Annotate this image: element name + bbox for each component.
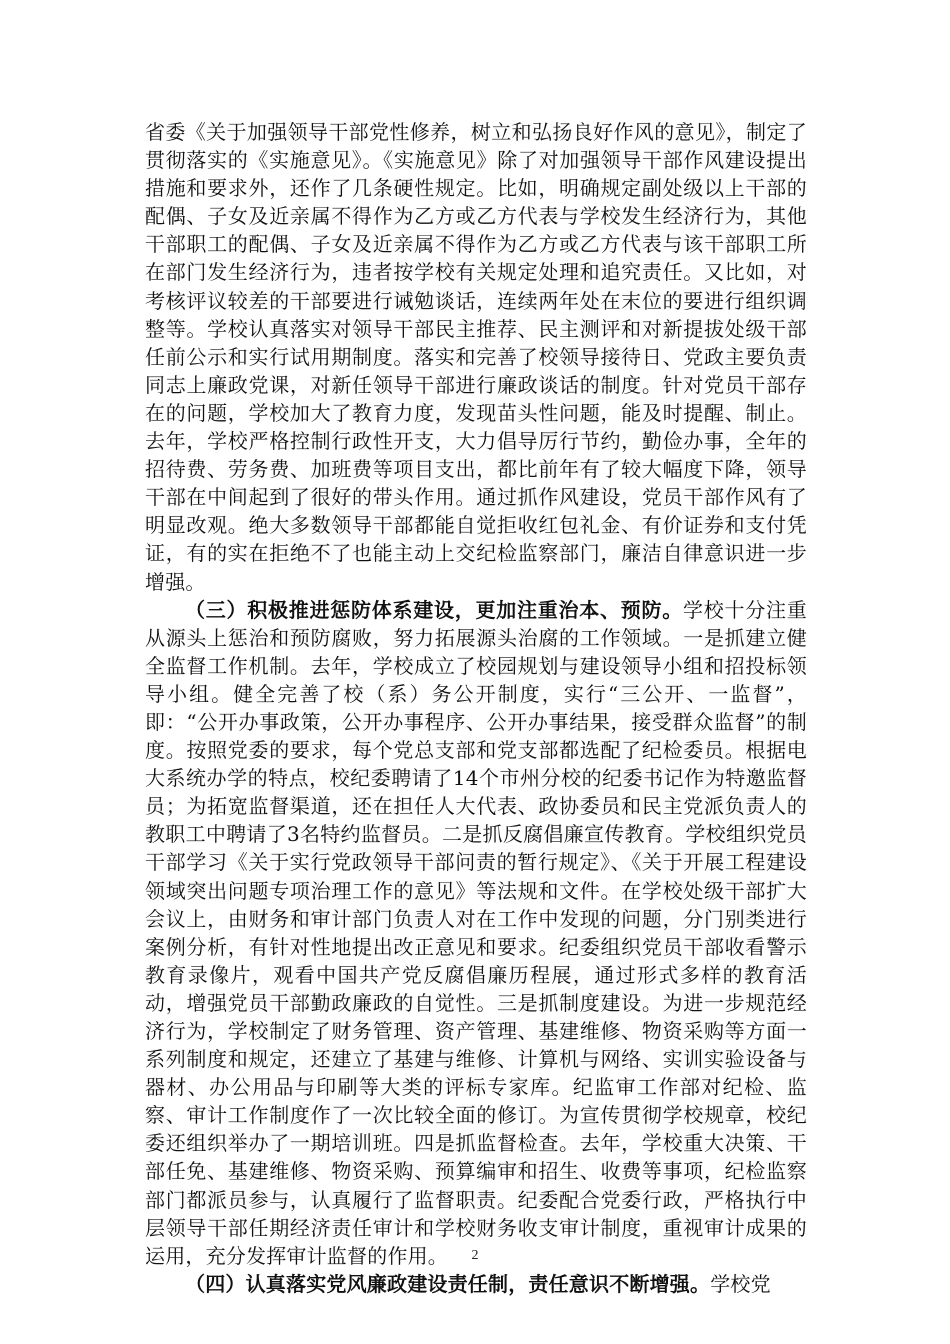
section-heading-4: （四）认真落实党风廉政建设责任制，责任意识不断增强。: [185, 1271, 711, 1296]
paragraph-3-text: 学校党: [710, 1271, 771, 1296]
paragraph-1: [145, 118, 807, 596]
paragraph-2-text: 学校十分注重从源头上惩治和预防腐败，努力拓展源头治腐的工作领域。一是抓建立健全监督工作机制。去年，学校成立了校园规划与建设领导小组和招投标领导小组。健全完善了校（系）务公开制度，实行“三公开、一监督”，即：“公开办事政策，公开办事程序、公开办事结果，接受群众监督”的制度。按照党委的要求，每个党总支部和党支部都选配了纪检委员。根据电大系统办学的特点，校纪委聘请了14个市州分校的纪委书记作为特邀监督员；为拓宽监督渠道，还在担任人大代表、政协委员和民主党派负责人的教职工中聘请了3名特约监督员。二是抓反腐倡廉宣传教育。学校组织党员干部学习《关于实行党政领导干部问责的暂行规定》、《关于开展工程建设领域突出问题专项治理工作的意见》等法规和文件。在学校处级干部扩大会议上，由财务和审计部门负责人对在工作中发现的问题，分门别类进行案例分析，有针对性地提出改正意见和要求。纪委组织党员干部收看警示教育录像片，观看中国共产党反腐倡廉历程展，通过形式多样的教育活动，增强党员干部勤政廉政的自觉性。三是抓制度建设。为进一步规范经济行为，学校制定了财务管理、资产管理、基建维修、物资采购等方面一系列制度和规定，还建立了基建与维修、计算机与网络、实训实验设备与器材、办公用品与印刷等大类的评标专家库。纪监审工作部对纪检、监察、审计工作制度作了一次比较全面的修订。为宣传贯彻学校规章，校纪委还组织举办了一期培训班。四是抓监督检查。去年，学校重大决策、干部任免、基建维修、物资采购、预算编审和招生、收费等事项，纪检监察部门都派员参与，认真履行了监督职责。纪委配合党委行政，严格执行中层领导干部任期经济责任审计和学校财务收支审计制度，重视审计成果的运用，充分发挥审计监督的作用。: [145, 597, 807, 1268]
page-number: 2: [471, 1248, 479, 1263]
section-heading-3: （三）积极推进惩防体系建设，更加注重治本、预防。: [185, 597, 684, 622]
document-body: [145, 118, 807, 1298]
paragraph-2: [145, 596, 807, 1270]
paragraph-1-text: 省委《关于加强领导干部党性修养，树立和弘扬良好作风的意见》，制定了贯彻落实的《实施意见》。《实施意见》除了对加强领导干部作风建设提出措施和要求外，还作了几条硬性规定。比如，明确规定副处级以上干部的配偶、子女及近亲属不得作为乙方或乙方代表与学校发生经济行为，其他干部职工的配偶、子女及近亲属不得作为乙方或乙方代表与该干部职工所在部门发生经济行为，违者按学校有关规定处理和追究责任。又比如，对考核评议较差的干部要进行诫勉谈话，连续两年处在末位的要进行组织调整等。学校认真落实对领导干部民主推荐、民主测评和对新提拔处级干部任前公示和实行试用期制度。落实和完善了校领导接待日、党政主要负责同志上廉政党课，对新任领导干部进行廉政谈话的制度。针对党员干部存在的问题，学校加大了教育力度，发现苗头性问题，能及时提醒、制止。去年，学校严格控制行政性开支，大力倡导厉行节约，勤俭办事，全年的招待费、劳务费、加班费等项目支出，都比前年有了较大幅度下降，领导干部在中间起到了很好的带头作用。通过抓作风建设，党员干部作风有了明显改观。绝大多数领导干部都能自觉拒收红包礼金、有价证券和支付凭证，有的实在拒绝不了也能主动上交纪检监察部门，廉洁自律意识进一步增强。: [145, 120, 807, 594]
paragraph-3: [145, 1270, 807, 1298]
